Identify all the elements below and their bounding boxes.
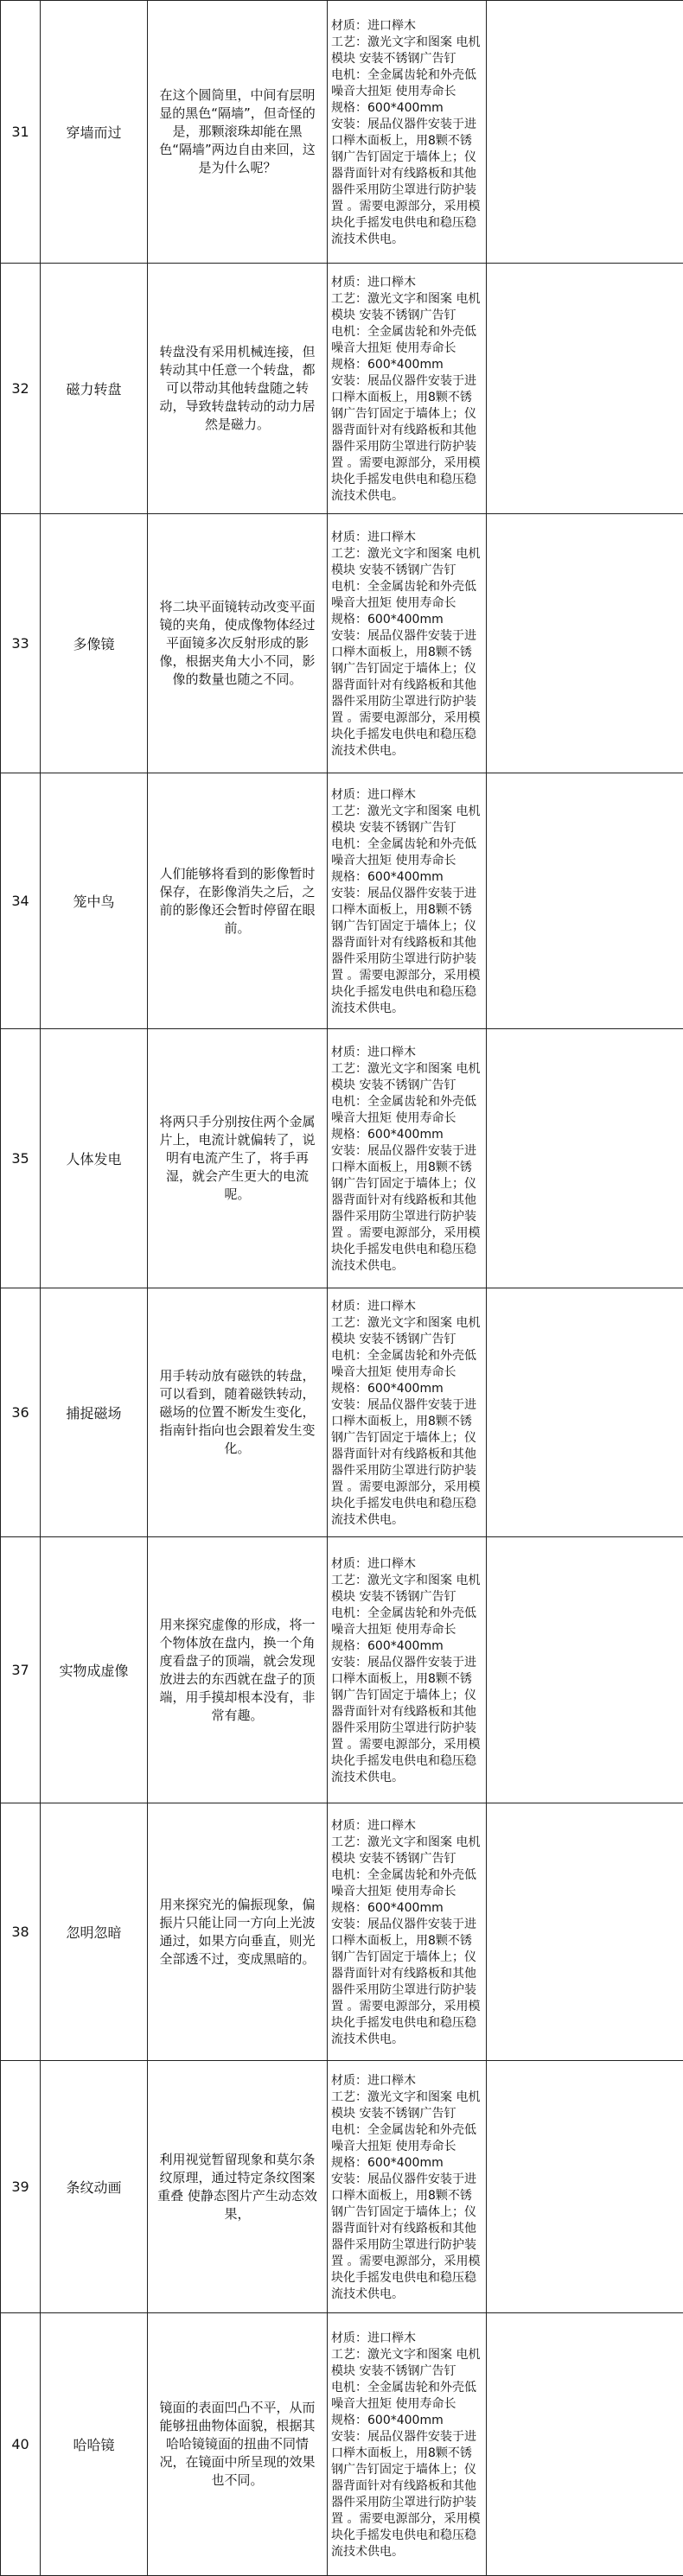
exhibit-name: 哈哈镜: [41, 2313, 148, 2576]
exhibit-description-cell: [148, 1029, 328, 1288]
exhibit-spec: 材质：进口榉木 工艺：激光文字和图案 电机模块 安装不锈钢广告钉 电机：全金属齿轮和外壳低噪音大扭矩 使用寿命长 规格：600*400mm 安装：展品仪器件安装于进口榉木面板上，用8颗不锈钢广告钉固定于墙体上；仪器背面针对有线路板和其他器件采用防尘罩进行防护装置 。需要电源部分，采用模块化手摇发电供电和稳压稳流技术供电。: [328, 2071, 486, 2303]
exhibit-name: 穿墙而过: [41, 1, 148, 264]
exhibit-table-body: [1, 1, 683, 2576]
exhibit-spec-cell: [328, 2313, 487, 2576]
row-number: 38: [1, 1803, 41, 2061]
exhibit-name: 磁力转盘: [41, 264, 148, 514]
exhibit-spec: 材质：进口榉木 工艺：激光文字和图案 电机模块 安装不锈钢广告钉 电机：全金属齿轮和外壳低噪音大扭矩 使用寿命长 规格：600*400mm 安装：展品仪器件安装于进口榉木面板上，用8颗不锈钢广告钉固定于墙体上；仪器背面针对有线路板和其他器件采用防尘罩进行防护装置 。需要电源部分，采用模块化手摇发电供电和稳压稳流技术供电。: [328, 786, 486, 1017]
table-row: [1, 2061, 683, 2313]
row-number: 33: [1, 514, 41, 773]
exhibit-spec: 材质：进口榉木 工艺：激光文字和图案 电机模块 安装不锈钢广告钉 电机：全金属齿轮和外壳低噪音大扭矩 使用寿命长 规格：600*400mm 安装：展品仪器件安装于进口榉木面板上，用8颗不锈钢广告钉固定于墙体上；仪器背面针对有线路板和其他器件采用防尘罩进行防护装置 。需要电源部分，采用模块化手摇发电供电和稳压稳流技术供电。: [328, 16, 486, 248]
exhibit-spec-cell: [328, 1029, 487, 1288]
exhibit-description-cell: [148, 773, 328, 1029]
exhibit-spec-cell: [328, 1803, 487, 2061]
exhibit-description: 用来探究虚像的形成，将一个物体放在盘内，换一个角度看盘子的顶端，就会发现放进去的东西就在盘子的顶端，用手摸却根本没有，非常有趣。: [148, 1612, 327, 1728]
exhibit-name: 多像镜: [41, 514, 148, 773]
exhibit-spec: 材质：进口榉木 工艺：激光文字和图案 电机模块 安装不锈钢广告钉 电机：全金属齿轮和外壳低噪音大扭矩 使用寿命长 规格：600*400mm 安装：展品仪器件安装于进口榉木面板上，用8颗不锈钢广告钉固定于墙体上；仪器背面针对有线路板和其他器件采用防尘罩进行防护装置 。需要电源部分，采用模块化手摇发电供电和稳压稳流技术供电。: [328, 1043, 486, 1275]
exhibit-spec: 材质：进口榉木 工艺：激光文字和图案 电机模块 安装不锈钢广告钉 电机：全金属齿轮和外壳低噪音大扭矩 使用寿命长 规格：600*400mm 安装：展品仪器件安装于进口榉木面板上，用8颗不锈钢广告钉固定于墙体上；仪器背面针对有线路板和其他器件采用防尘罩进行防护装置 。需要电源部分，采用模块化手摇发电供电和稳压稳流技术供电。: [328, 1555, 486, 1786]
row-number: 32: [1, 264, 41, 514]
exhibit-name: 条纹动画: [41, 2061, 148, 2313]
exhibit-photo-cell: [487, 264, 683, 514]
exhibit-name: 人体发电: [41, 1029, 148, 1288]
exhibit-description: 将二块平面镜转动改变平面镜的夹角，使成像物体经过平面镜多次反射形成的影像，根据夹角大小不同，影像的数量也随之不同。: [148, 595, 327, 692]
table-row: [1, 773, 683, 1029]
row-number: 34: [1, 773, 41, 1029]
exhibit-description-cell: [148, 514, 328, 773]
exhibit-description-cell: [148, 1803, 328, 2061]
exhibit-photo-cell: [487, 1803, 683, 2061]
table-row: [1, 1029, 683, 1288]
exhibit-spec-cell: [328, 1, 487, 264]
exhibit-photo-cell: [487, 773, 683, 1029]
exhibit-description: 将两只手分别按住两个金属片上，电流计就偏转了，说明有电流产生了，将手再湿，就会产生更大的电流呢。: [148, 1110, 327, 1207]
exhibit-photo-cell: [487, 1, 683, 264]
row-number: 37: [1, 1537, 41, 1803]
exhibit-description: 在这个圆筒里，中间有层明显的黑色“隔墙”，但奇怪的是，那颗滚珠却能在黑色“隔墙”两边自由来回，这是为什么呢？: [148, 83, 327, 181]
table-row: [1, 2313, 683, 2576]
exhibit-description-cell: [148, 1288, 328, 1537]
exhibit-description-cell: [148, 2061, 328, 2313]
table-row: [1, 514, 683, 773]
row-number: 36: [1, 1288, 41, 1537]
exhibit-photo-cell: [487, 514, 683, 773]
exhibit-spec-cell: [328, 773, 487, 1029]
exhibit-name: 笼中鸟: [41, 773, 148, 1029]
exhibit-spec-cell: [328, 264, 487, 514]
row-number: 39: [1, 2061, 41, 2313]
exhibit-name: 实物成虚像: [41, 1537, 148, 1803]
exhibit-spec-cell: [328, 1288, 487, 1537]
table-row: [1, 1288, 683, 1537]
exhibit-photo-cell: [487, 2061, 683, 2313]
table-row: [1, 1803, 683, 2061]
exhibit-description: 用手转动放有磁铁的转盘，可以看到，随着磁铁转动，磁场的位置不断发生变化，指南针指向也会跟着发生变化。: [148, 1364, 327, 1461]
exhibit-spec: 材质：进口榉木 工艺：激光文字和图案 电机模块 安装不锈钢广告钉 电机：全金属齿轮和外壳低噪音大扭矩 使用寿命长 规格：600*400mm 安装：展品仪器件安装于进口榉木面板上，用8颗不锈钢广告钉固定于墙体上；仪器背面针对有线路板和其他器件采用防尘罩进行防护装置 。需要电源部分，采用模块化手摇发电供电和稳压稳流技术供电。: [328, 273, 486, 505]
exhibit-spec: 材质：进口榉木 工艺：激光文字和图案 电机模块 安装不锈钢广告钉 电机：全金属齿轮和外壳低噪音大扭矩 使用寿命长 规格：600*400mm 安装：展品仪器件安装于进口榉木面板上，用8颗不锈钢广告钉固定于墙体上；仪器背面针对有线路板和其他器件采用防尘罩进行防护装置 。需要电源部分，采用模块化手摇发电供电和稳压稳流技术供电。: [328, 1297, 486, 1529]
exhibit-photo-cell: [487, 1288, 683, 1537]
row-number: 35: [1, 1029, 41, 1288]
exhibit-description: 人们能够将看到的影像暂时保存，在影像消失之后，之前的影像还会暂时停留在眼前。: [148, 862, 327, 941]
exhibit-spec: 材质：进口榉木 工艺：激光文字和图案 电机模块 安装不锈钢广告钉 电机：全金属齿轮和外壳低噪音大扭矩 使用寿命长 规格：600*400mm 安装：展品仪器件安装于进口榉木面板上，用8颗不锈钢广告钉固定于墙体上；仪器背面针对有线路板和其他器件采用防尘罩进行防护装置 。需要电源部分，采用模块化手摇发电供电和稳压稳流技术供电。: [328, 1816, 486, 2048]
row-number: 40: [1, 2313, 41, 2576]
exhibit-photo-cell: [487, 2313, 683, 2576]
exhibit-name: 捕捉磁场: [41, 1288, 148, 1537]
exhibit-spec-cell: [328, 1537, 487, 1803]
exhibit-name: 忽明忽暗: [41, 1803, 148, 2061]
exhibit-description-cell: [148, 2313, 328, 2576]
exhibit-photo-cell: [487, 1537, 683, 1803]
exhibit-description: 利用视觉暂留现象和莫尔条纹原理，通过特定条纹图案重叠 使静态图片产生动态效果，: [148, 2147, 327, 2227]
exhibit-description-cell: [148, 1, 328, 264]
table-row: [1, 1, 683, 264]
exhibit-spec-cell: [328, 2061, 487, 2313]
exhibit-description-cell: [148, 1537, 328, 1803]
exhibit-description: 转盘没有采用机械连接，但转动其中任意一个转盘，都可以带动其他转盘随之转动，导致转盘转动的动力居然是磁力。: [148, 340, 327, 437]
exhibit-photo-cell: [487, 1029, 683, 1288]
exhibit-spec: 材质：进口榉木 工艺：激光文字和图案 电机模块 安装不锈钢广告钉 电机：全金属齿轮和外壳低噪音大扭矩 使用寿命长 规格：600*400mm 安装：展品仪器件安装于进口榉木面板上，用8颗不锈钢广告钉固定于墙体上；仪器背面针对有线路板和其他器件采用防尘罩进行防护装置 。需要电源部分，采用模块化手摇发电供电和稳压稳流技术供电。: [328, 2329, 486, 2560]
exhibit-description-cell: [148, 264, 328, 514]
exhibit-description: 用来探究光的偏振现象，偏振片只能让同一方向上光波通过，如果方向垂直，则光全部透不过，变成黑暗的。: [148, 1892, 327, 1972]
exhibit-description: 镜面的表面凹凸不平，从而能够扭曲物体面貌，根据其哈哈镜镜面的扭曲不同情况，在镜面中所呈现的效果也不同。: [148, 2395, 327, 2493]
exhibit-spec: 材质：进口榉木 工艺：激光文字和图案 电机模块 安装不锈钢广告钉 电机：全金属齿轮和外壳低噪音大扭矩 使用寿命长 规格：600*400mm 安装：展品仪器件安装于进口榉木面板上，用8颗不锈钢广告钉固定于墙体上；仪器背面针对有线路板和其他器件采用防尘罩进行防护装置 。需要电源部分，采用模块化手摇发电供电和稳压稳流技术供电。: [328, 528, 486, 760]
table-row: [1, 264, 683, 514]
exhibit-spec-cell: [328, 514, 487, 773]
table-row: [1, 1537, 683, 1803]
row-number: 31: [1, 1, 41, 264]
